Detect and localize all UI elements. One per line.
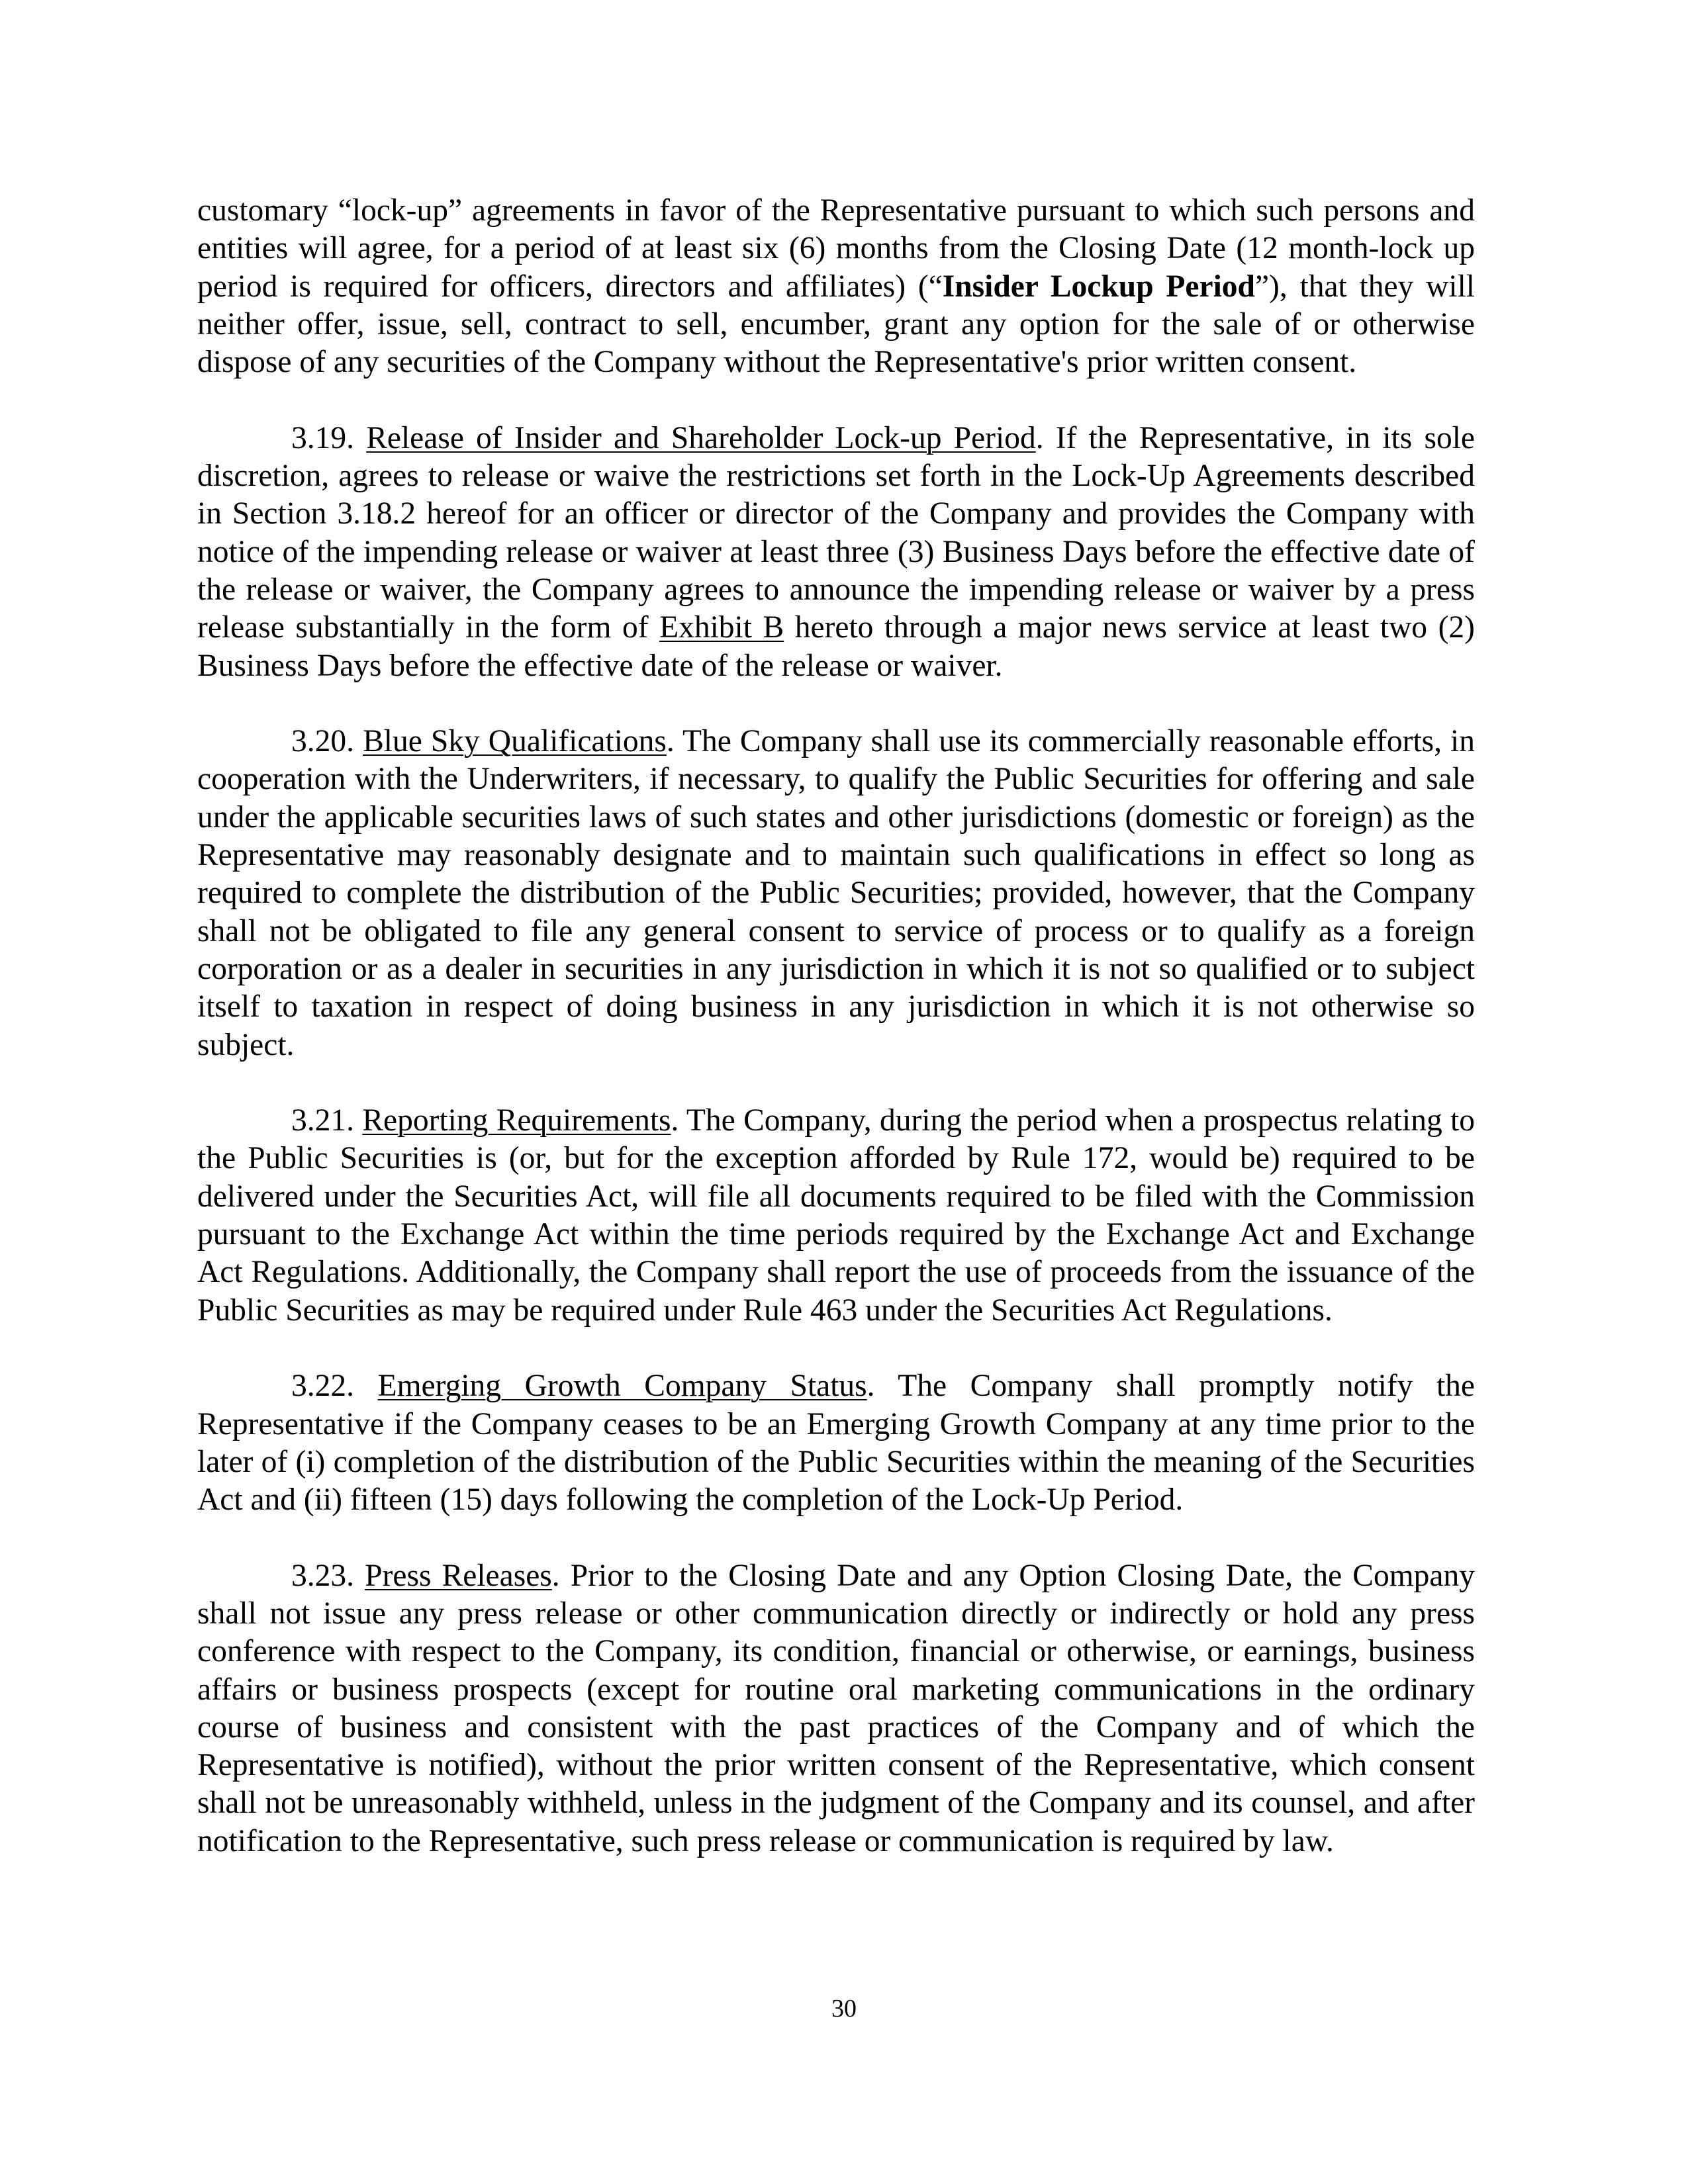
exhibit-reference: Exhibit B [659,610,784,645]
section-3-22 [197,1367,1475,1519]
section-text: hereto through a major news service at least two (2) Business Days before the effective date of the release or waiver. [197,610,1475,683]
section-number: 3.23. [291,1558,354,1593]
paragraph-lockup-continuation [197,192,1475,381]
section-heading: Reporting Requirements [362,1103,671,1138]
section-number: 3.22. [291,1369,354,1404]
section-text: . Prior to the Closing Date and any Option Closing Date, the Company shall not issue any press release or other communication directly or indirectly or hold any press conference with respect to the Company, its condition, financial or otherwise, or earnings, business affairs or business prospects (except for routine oral marketing communications in the ordinary course of business and consistent with the past practices of the Company and of which the Representative is notified), without the prior written consent of the Representative, which consent shall not be unreasonably withheld, unless in the judgment of the Company and its counsel, and after notification to the Representative, such press release or communication is required by law. [197,1558,1476,1858]
section-text: . The Company shall promptly notify the Representative if the Company ceases to be an Emerging Growth Company at any time prior to the later of (i) completion of the distribution of the Public Securities within the meaning of the Securities Act and (ii) fifteen (15) days following the completion of the Lock-Up Period. [197,1369,1475,1518]
section-number: 3.20. [291,724,354,759]
section-number: 3.19. [291,420,354,455]
section-3-20 [197,723,1475,1064]
section-heading: Blue Sky Qualifications [363,724,667,759]
paragraph-text: ”), that they will neither offer, issue, sell, contract to sell, encumber, grant any option for the sale of or otherwise dispose of any securities of the Company without the Representative's prior written consent. [197,269,1475,380]
section-3-21 [197,1102,1475,1330]
defined-term-insider-lockup-period: Insider Lockup Period [942,269,1255,304]
section-heading: Emerging Growth Company Status [377,1369,867,1404]
paragraph-text: customary “lock-up” agreements in favor of the Representative pursuant to which such persons and entities will agree, for a period of at least six (6) months from the Closing Date (12 month-lock up period is required for officers, directors and affiliates) (“ [197,193,1475,304]
section-3-19 [197,420,1475,685]
section-text: . If the Representative, in its sole discretion, agrees to release or waive the restrictions set forth in the Lock-Up Agreements described in Section 3.18.2 hereof for an officer or director of the Company and provides the Company with notice of the impending release or waiver at least three (3) Business Days before the effective date of the release or waiver, the Company agrees to announce the impending release or waiver by a press release substantially in the form of [197,420,1475,645]
document-body [197,192,1475,1898]
section-text: . The Company shall use its commercially reasonable efforts, in cooperation with the Underwriters, if necessary, to qualify the Public Securities for offering and sale under the applicable securities laws of such states and other jurisdictions (domestic or foreign) as the Representative may reasonably designate and to maintain such qualifications in effect so long as required to complete the distribution of the Public Securities; provided, however, that the Company shall not be obligated to file any general consent to service of process or to qualify as a foreign corporation or as a dealer in securities in any jurisdiction in which it is not so qualified or to subject itself to taxation in respect of doing business in any jurisdiction in which it is not otherwise so subject. [197,724,1476,1062]
section-text: . The Company, during the period when a prospectus relating to the Public Securities is (or, but for the exception afforded by Rule 172, would be) required to be delivered under the Securities Act, will file all documents required to be filed with the Commission pursuant to the Exchange Act within the time periods required by the Exchange Act and Exchange Act Regulations. Additionally, the Company shall report the use of proceeds from the issuance of the Public Securities as may be required under Rule 463 under the Securities Act Regulations. [197,1103,1475,1328]
section-heading: Release of Insider and Shareholder Lock-up Period [366,420,1036,455]
page-number: 30 [831,1995,857,2023]
section-heading: Press Releases [365,1558,552,1593]
section-3-23 [197,1557,1475,1860]
section-number: 3.21. [291,1103,354,1138]
